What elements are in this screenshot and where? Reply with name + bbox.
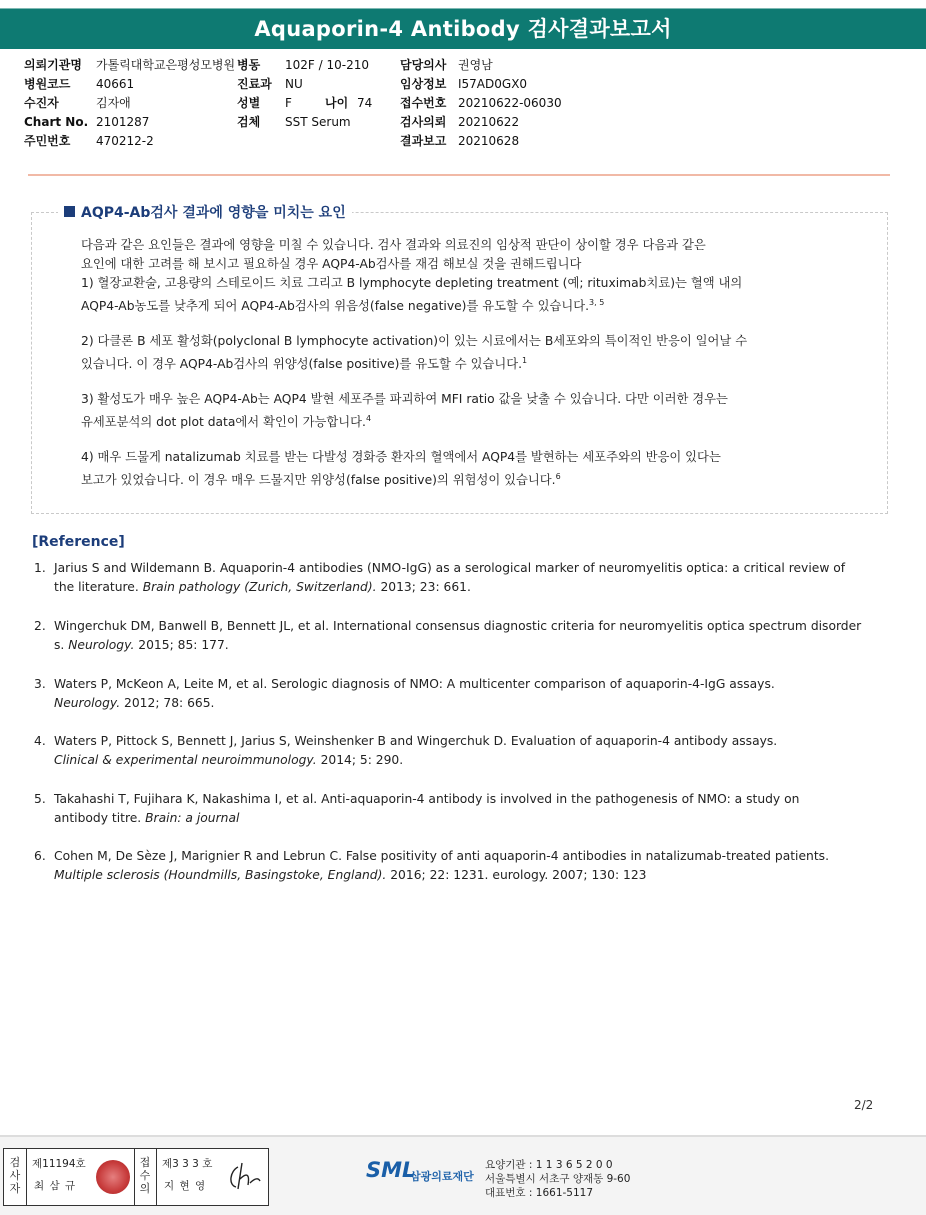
sign1-number: 제11194호 — [32, 1158, 86, 1170]
age-value: 74 — [357, 96, 373, 110]
section-divider — [28, 174, 890, 176]
report-title: Aquaporin-4 Antibody 검사결과보고서 — [0, 8, 926, 49]
reference-item: 3. Waters P, McKeon A, Leite M, et al. Serologic diagnosis of NMO: A multicenter comparison of aquaporin-4-IgG assays. Neurology. 2012; 78: 665. — [34, 677, 775, 710]
reference-item: 1. Jarius S and Wildemann B. Aquaporin-4 antibodies (NMO-IgG) as a serological marker of neuromyelitis optica: a critical review of the literature. Brain pathology (Zurich, Switzerland). 2013; 23: 661. — [34, 561, 846, 594]
factor-3: 3) 활성도가 매우 높은 AQP4-Ab는 AQP4 발현 세포주를 파괴하여 MFI ratio 값을 낮출 수 있습니다. 다만 이러한 경우는 유세포분석의 dot plot data에서 확인이 가능합니다.$^4$ — [81, 392, 728, 430]
org-address: 요양기관 : 1 1 3 6 5 2 0 0 서울특별시 서초구 양재동 9-60 대표번호 : 1661-5117 — [485, 1159, 631, 1199]
factors-heading: AQP4-Ab검사 결과에 영향을 미치는 요인 — [58, 202, 352, 222]
sign2-label: 접수의 — [139, 1156, 151, 1195]
reference-item: 6. Cohen M, De Sèze J, Marignier R and Lebrun C. False positivity of anti aquaporin-4 antibodies in natalizumab-treated patients. Multiple sclerosis (Houndmills, Basingstoke, England). 2016; 22: 1231. eurology. 2007; 130: 123 — [34, 849, 829, 882]
org-name: 삼광의료재단 — [410, 1170, 474, 1183]
sign1-name: 최 삼 규 — [34, 1180, 77, 1192]
factor-2: 2) 다클론 B 세포 활성화(polyclonal B lymphocyte activation)이 있는 시료에서는 B세포와의 특이적인 반응이 일어날 수 있습니다. 이 경우 AQP4-Ab검사의 위양성(false positive)를 유도할 수 있습니다.$^1$ — [81, 334, 748, 372]
signature-icon — [224, 1159, 264, 1195]
sign2-name: 지 현 영 — [164, 1180, 207, 1192]
signature-box — [3, 1148, 269, 1206]
header-col1: 의뢰기관명 가톨릭대학교은평성모병원 병원코드 40661 수진자 김자애 Chart No. 2101287 주민번호 470212-2 — [24, 58, 236, 148]
factors-intro: 다음과 같은 요인들은 결과에 영향을 미칠 수 있습니다. 검사 결과와 의료진의 임상적 판단이 상이할 경우 다음과 같은 요인에 대한 고려를 해 보시고 필요하실 경우 AQP4-Ab검사를 재검 해보실 것을 권해드립니다 1) 혈장교환술, 고용량의 스테로이드 치료 그리고 B lymphocyte depleting treatment (예; rituximab치료)는 혈액 내의 AQP4-Ab농도를 낮추게 되어 AQP4-Ab검사의 위음성(false negative)를 유도할 수 있습니다.$^{3, 5}$ — [81, 238, 743, 314]
reference-item: 2. Wingerchuk DM, Banwell B, Bennett JL, et al. International consensus diagnostic criteria for neuromyelitis optica spectrum disorder s. Neurology. 2015; 85: 177. — [34, 619, 862, 652]
age-label: 나이 — [325, 96, 349, 110]
header-col3: 담당의사 권영남 임상정보 I57AD0GX0 접수번호 20210622-06030 검사의뢰 20210622 결과보고 20210628 — [400, 58, 562, 148]
sign2-number: 제3 3 3 호 — [162, 1158, 213, 1170]
sml-logo: SML — [366, 1158, 416, 1182]
square-bullet-icon — [64, 206, 75, 217]
seal-stamp-icon — [96, 1160, 130, 1194]
reference-heading: [Reference] — [32, 534, 125, 550]
reference-item: 5. Takahashi T, Fujihara K, Nakashima I, et al. Anti-aquaporin-4 antibody is involved in the pathogenesis of NMO: a study on antibody titre. Brain: a journal — [34, 792, 800, 825]
page-number: 2/2 — [854, 1098, 874, 1112]
factor-4: 4) 매우 드물게 natalizumab 치료를 받는 다발성 경화증 환자의 혈액에서 AQP4를 발현하는 세포주와의 반응이 있다는 보고가 있었습니다. 이 경우 매우 드물지만 위양성(false positive)의 위험성이 있습니다.$^6$ — [81, 450, 721, 488]
header-col2: 병동 102F / 10-210 진료과 NU 성별 F 나이 74 검체 SST Serum — [237, 58, 373, 129]
sign1-label: 검사자 — [9, 1156, 21, 1195]
reference-item: 4. Waters P, Pittock S, Bennett J, Jarius S, Weinshenker B and Wingerchuk D. Evaluation of aquaporin-4 antibody assays. Clinical & experimental neuroimmunology. 2014; 5: 290. — [34, 734, 778, 767]
